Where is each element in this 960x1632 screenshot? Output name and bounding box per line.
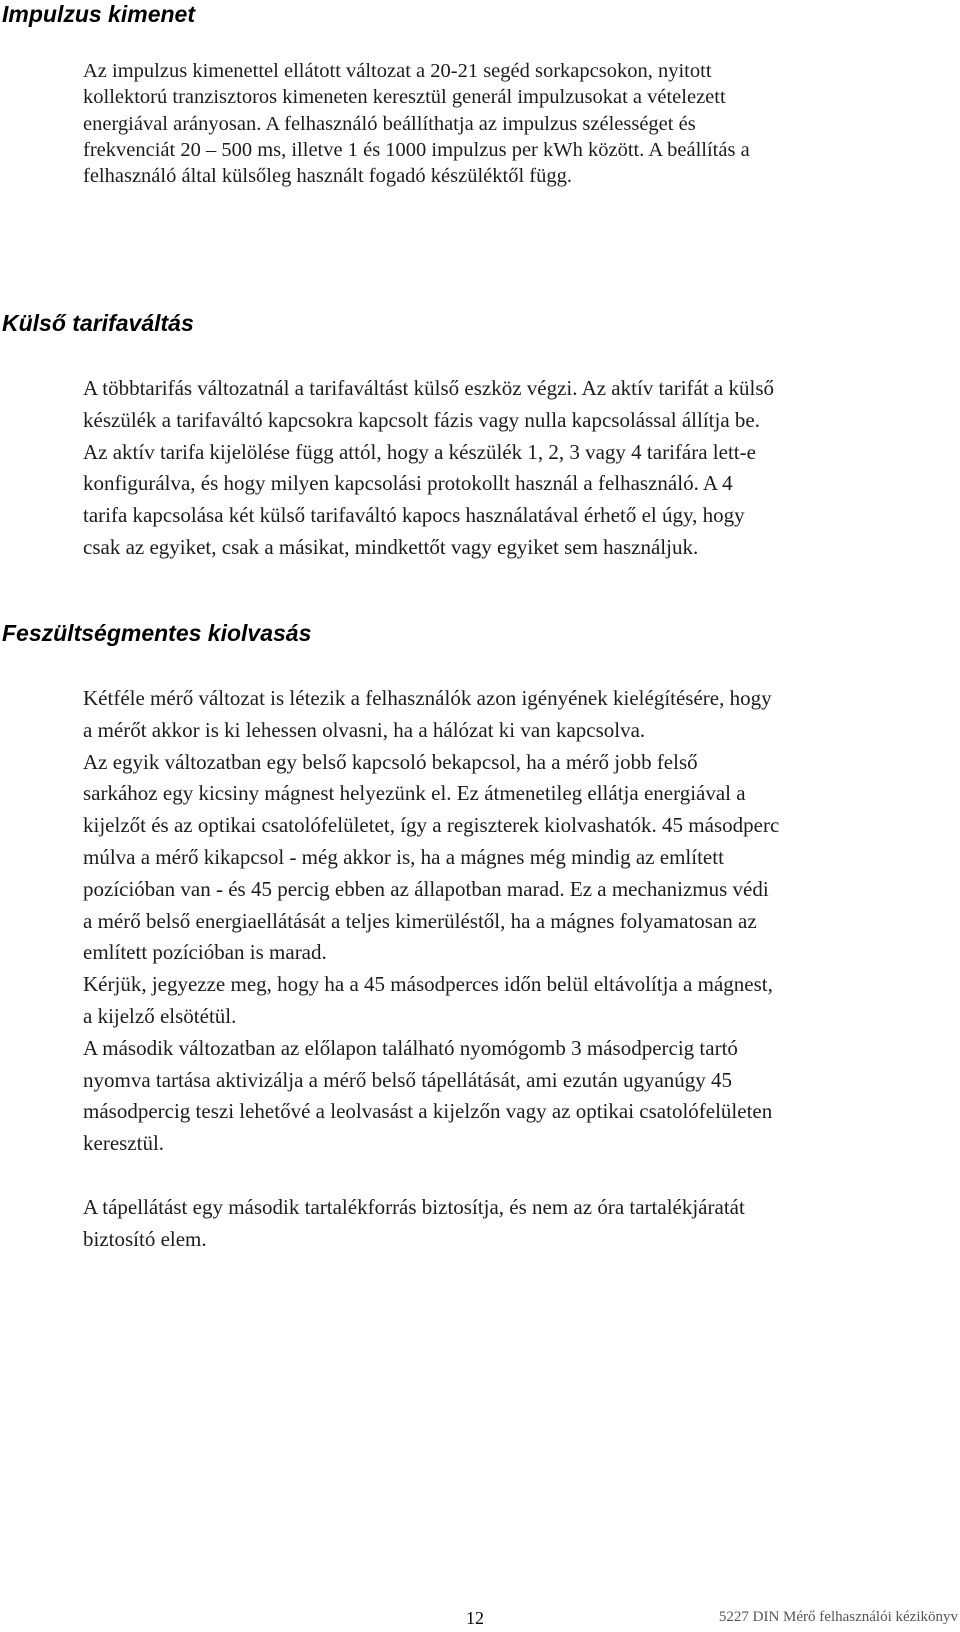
footer-document-title: 5227 DIN Mérő felhasználói kézikönyv <box>718 1609 958 1625</box>
paragraph-line: Az aktív tarifa kijelölése függ attól, hogy a készülék 1, 2, 3 vagy 4 tarifára lett-e <box>83 439 756 464</box>
paragraph-line: Kétféle mérő változat is létezik a felhasználók azon igényének kielégítésére, hogy <box>83 686 772 710</box>
section-heading-voltage-free-reading: Feszültségmentes kiolvasás <box>2 620 312 646</box>
paragraph-line: csak az egyiket, csak a másikat, mindkettőt vagy egyiket sem használjuk. <box>83 534 699 559</box>
paragraph-line: másodpercig teszi lehetővé a leolvasást a kijelzőn vagy az optikai csatolófelületen <box>83 1099 773 1124</box>
section-body-external-tariff <box>83 373 953 564</box>
paragraph-line: felhasználó által külsőleg használt fogadó készüléktől függ. <box>83 165 572 188</box>
paragraph-line: a kijelző elsötétül. <box>83 1003 237 1028</box>
paragraph-line: tarifa kapcsolása két külső tarifaváltó kapocs használatával érhető el úgy, hogy <box>83 503 745 528</box>
section-body-voltage-free-reading <box>83 683 953 1255</box>
paragraph-line: biztosító elem. <box>83 1226 207 1251</box>
paragraph-line: kollektorú tranzisztoros kimeneten keresztül generál impulzusokat a vételezett <box>83 86 726 109</box>
paragraph-line: A második változatban az előlapon található nyomógomb 3 másodpercig tartó <box>83 1035 738 1060</box>
section-body-impulse-output <box>83 58 953 189</box>
paragraph-line: frekvenciát 20 – 500 ms, illetve 1 és 1000 impulzus per kWh között. A beállítás a <box>83 138 750 161</box>
paragraph-line: konfigurálva, és hogy milyen kapcsolási protokollt használ a felhasználó. A 4 <box>83 471 733 496</box>
paragraph-line: nyomva tartása aktivizálja a mérő belső tápellátását, ami ezután ugyanúgy 45 <box>83 1067 733 1092</box>
paragraph-line: Az impulzus kimenettel ellátott változat a 20-21 segéd sorkapcsokon, nyitott <box>83 60 712 82</box>
paragraph-line: készülék a tarifaváltó kapcsokra kapcsolt fázis vagy nulla kapcsolással állítja be. <box>83 407 760 432</box>
paragraph-line: energiával arányosan. A felhasználó beállíthatja az impulzus szélességet és <box>83 112 696 135</box>
section-heading-impulse-output: Impulzus kimenet <box>2 1 195 27</box>
paragraph-line: Kérjük, jegyezze meg, hogy ha a 45 másodperces időn belül eltávolítja a mágnest, <box>83 972 773 997</box>
paragraph-line: kijelzőt és az optikai csatolófelületet, így a regiszterek kiolvashatók. 45 másodperc <box>83 813 780 838</box>
paragraph-line: a mérőt akkor is ki lehessen olvasni, ha a hálózat ki van kapcsolva. <box>83 717 646 742</box>
page-number: 12 <box>466 1608 484 1628</box>
paragraph-line: sarkához egy kicsiny mágnest helyezünk el. Ez átmenetileg ellátja energiával a <box>83 781 746 806</box>
section-heading-external-tariff: Külső tarifaváltás <box>2 310 194 336</box>
paragraph-line: Az egyik változatban egy belső kapcsoló bekapcsol, ha a mérő jobb felső <box>83 749 698 774</box>
paragraph-line: említett pozícióban is marad. <box>83 940 327 965</box>
paragraph-line: A többtarifás változatnál a tarifaváltást külső eszköz végzi. Az aktív tarifát a külső <box>83 376 775 400</box>
paragraph-line: keresztül. <box>83 1131 165 1156</box>
paragraph-line: pozícióban van - és 45 percig ebben az állapotban marad. Ez a mechanizmus védi <box>83 876 769 901</box>
paragraph-gap <box>83 1160 953 1192</box>
paragraph-line: A tápellátást egy második tartalékforrás biztosítja, és nem az óra tartalékjáratát <box>83 1194 745 1219</box>
paragraph-line: a mérő belső energiaellátását a teljes kimerüléstől, ha a mágnes folyamatosan az <box>83 908 757 933</box>
paragraph-line: múlva a mérő kikapcsol - még akkor is, ha a mágnes még mindig az említett <box>83 844 724 869</box>
